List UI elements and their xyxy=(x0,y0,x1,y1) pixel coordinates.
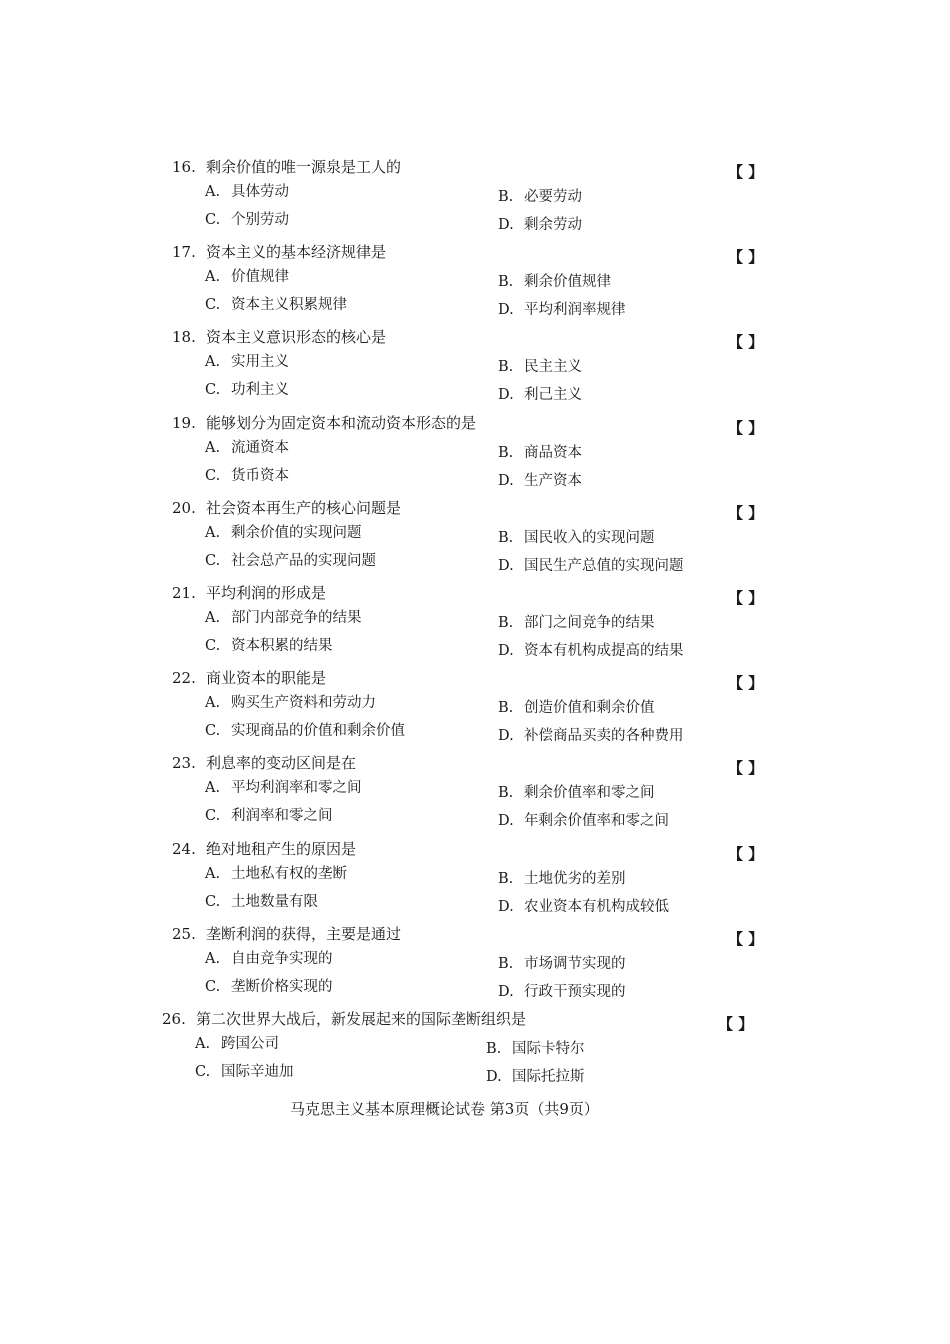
option-letter: D. xyxy=(498,899,514,915)
option-text: 行政干预实现的 xyxy=(524,984,626,1000)
option-text: 货币资本 xyxy=(231,468,289,484)
question-number: 24. xyxy=(172,840,196,858)
question-text: 垄断利润的获得，主要是通过 xyxy=(206,925,402,943)
option-d xyxy=(498,471,582,491)
question-number: 19. xyxy=(172,414,196,432)
option-text: 剩余劳动 xyxy=(524,217,582,233)
option-text: 创造价值和剩余价值 xyxy=(524,700,655,716)
option-letter: A. xyxy=(205,269,221,285)
answer-bracket: 【 】 xyxy=(728,248,764,266)
option-letter: A. xyxy=(205,780,221,796)
option-letter: B. xyxy=(498,871,514,887)
option-letter: C. xyxy=(205,382,221,398)
option-a xyxy=(205,267,289,287)
answer-bracket: 【 】 xyxy=(728,759,764,777)
question-19 xyxy=(0,413,950,499)
option-text: 功利主义 xyxy=(231,382,289,398)
option-text: 自由竞争实现的 xyxy=(231,951,333,967)
option-text: 部门之间竞争的结果 xyxy=(524,615,655,631)
question-text: 利息率的变动区间是在 xyxy=(206,754,357,772)
question-number: 25. xyxy=(172,925,196,943)
option-text: 土地数量有限 xyxy=(231,894,318,910)
question-23 xyxy=(0,753,950,839)
answer-bracket: 【 】 xyxy=(728,845,764,863)
option-a xyxy=(205,864,347,884)
option-letter: A. xyxy=(205,525,221,541)
option-a xyxy=(205,438,289,458)
option-letter: D. xyxy=(498,643,514,659)
question-text: 第二次世界大战后，新发展起来的国际垄断组织是 xyxy=(196,1010,527,1028)
option-c xyxy=(195,1062,294,1082)
question-stem xyxy=(172,498,401,518)
option-text: 剩余价值的实现问题 xyxy=(231,525,362,541)
question-stem xyxy=(172,924,401,944)
option-c xyxy=(205,295,347,315)
option-d xyxy=(498,811,669,831)
option-letter: C. xyxy=(205,979,221,995)
option-b xyxy=(498,187,582,207)
question-stem xyxy=(172,668,326,688)
option-letter: B. xyxy=(498,274,514,290)
answer-bracket: 【 】 xyxy=(718,1015,754,1033)
question-25 xyxy=(0,924,950,1010)
answer-bracket: 【 】 xyxy=(728,504,764,522)
option-text: 农业资本有机构成较低 xyxy=(524,899,669,915)
option-letter: C. xyxy=(205,638,221,654)
question-text: 平均利润的形成是 xyxy=(206,584,327,602)
option-a xyxy=(205,693,376,713)
option-text: 流通资本 xyxy=(231,440,289,456)
option-text: 跨国公司 xyxy=(221,1036,279,1052)
option-text: 资本主义积累规律 xyxy=(231,297,347,313)
option-b xyxy=(498,613,655,633)
option-a xyxy=(205,352,289,372)
option-text: 社会总产品的实现问题 xyxy=(231,553,376,569)
option-text: 国民收入的实现问题 xyxy=(524,530,655,546)
option-text: 必要劳动 xyxy=(524,189,582,205)
question-number: 23. xyxy=(172,754,196,772)
option-a xyxy=(205,523,362,543)
option-text: 购买生产资料和劳动力 xyxy=(231,695,376,711)
option-letter: C. xyxy=(205,297,221,313)
question-text: 绝对地租产生的原因是 xyxy=(206,840,357,858)
option-c xyxy=(205,892,318,912)
option-text: 国际托拉斯 xyxy=(512,1069,585,1085)
option-b xyxy=(498,357,582,377)
option-d xyxy=(498,726,684,746)
option-b xyxy=(498,272,611,292)
question-number: 22. xyxy=(172,669,196,687)
option-letter: D. xyxy=(498,728,514,744)
option-text: 垄断价格实现的 xyxy=(231,979,333,995)
option-letter: B. xyxy=(498,445,514,461)
option-letter: B. xyxy=(498,189,514,205)
option-letter: D. xyxy=(498,302,514,318)
question-24 xyxy=(0,839,950,925)
option-b xyxy=(486,1039,585,1059)
option-d xyxy=(498,982,626,1002)
question-20 xyxy=(0,498,950,584)
question-number: 21. xyxy=(172,584,196,602)
question-text: 剩余价值的唯一源泉是工人的 xyxy=(206,158,402,176)
question-number: 17. xyxy=(172,243,196,261)
option-letter: A. xyxy=(205,184,221,200)
question-number: 26. xyxy=(162,1010,186,1028)
option-letter: B. xyxy=(498,359,514,375)
option-letter: A. xyxy=(205,695,221,711)
question-stem xyxy=(172,413,476,433)
option-letter: B. xyxy=(498,700,514,716)
option-text: 剩余价值率和零之间 xyxy=(524,785,655,801)
question-stem xyxy=(172,242,386,262)
option-text: 价值规律 xyxy=(231,269,289,285)
option-b xyxy=(498,443,582,463)
option-letter: D. xyxy=(498,217,514,233)
option-text: 商品资本 xyxy=(524,445,582,461)
option-a xyxy=(205,182,289,202)
option-letter: B. xyxy=(498,615,514,631)
option-d xyxy=(498,385,582,405)
option-text: 平均利润率和零之间 xyxy=(231,780,362,796)
option-letter: D. xyxy=(498,387,514,403)
option-letter: A. xyxy=(195,1036,211,1052)
option-letter: B. xyxy=(498,785,514,801)
option-letter: C. xyxy=(205,723,221,739)
option-d xyxy=(498,641,684,661)
question-stem xyxy=(172,583,326,603)
option-text: 个别劳动 xyxy=(231,212,289,228)
answer-bracket: 【 】 xyxy=(728,930,764,948)
option-b xyxy=(498,954,626,974)
option-letter: B. xyxy=(486,1041,502,1057)
question-number: 18. xyxy=(172,328,196,346)
option-letter: D. xyxy=(498,473,514,489)
option-d xyxy=(498,556,684,576)
answer-bracket: 【 】 xyxy=(728,163,764,181)
option-letter: A. xyxy=(205,354,221,370)
option-text: 土地优劣的差别 xyxy=(524,871,626,887)
option-c xyxy=(205,806,333,826)
option-d xyxy=(486,1067,585,1087)
option-b xyxy=(498,698,655,718)
option-text: 利润率和零之间 xyxy=(231,808,333,824)
option-text: 民主主义 xyxy=(524,359,582,375)
question-number: 16. xyxy=(172,158,196,176)
option-letter: D. xyxy=(498,984,514,1000)
option-letter: A. xyxy=(205,866,221,882)
question-stem xyxy=(172,753,356,773)
option-b xyxy=(498,528,655,548)
option-text: 剩余价值规律 xyxy=(524,274,611,290)
option-letter: D. xyxy=(486,1069,502,1085)
answer-bracket: 【 】 xyxy=(728,589,764,607)
option-letter: D. xyxy=(498,558,514,574)
option-text: 平均利润率规律 xyxy=(524,302,626,318)
page-footer: 马克思主义基本原理概论试卷 第3页（共9页） xyxy=(290,1100,599,1118)
option-text: 土地私有权的垄断 xyxy=(231,866,347,882)
option-c xyxy=(205,636,333,656)
question-text: 社会资本再生产的核心问题是 xyxy=(206,499,402,517)
question-text: 商业资本的职能是 xyxy=(206,669,327,687)
option-text: 实用主义 xyxy=(231,354,289,370)
question-text: 资本主义的基本经济规律是 xyxy=(206,243,387,261)
option-c xyxy=(205,466,289,486)
option-letter: C. xyxy=(205,212,221,228)
option-c xyxy=(205,721,405,741)
option-text: 市场调节实现的 xyxy=(524,956,626,972)
option-d xyxy=(498,897,669,917)
option-letter: A. xyxy=(205,440,221,456)
option-text: 利己主义 xyxy=(524,387,582,403)
option-text: 资本积累的结果 xyxy=(231,638,333,654)
question-22 xyxy=(0,668,950,754)
answer-bracket: 【 】 xyxy=(728,674,764,692)
option-a xyxy=(205,949,333,969)
option-a xyxy=(205,778,362,798)
question-18 xyxy=(0,327,950,413)
option-text: 国际卡特尔 xyxy=(512,1041,585,1057)
question-number: 20. xyxy=(172,499,196,517)
option-text: 国民生产总值的实现问题 xyxy=(524,558,684,574)
question-stem xyxy=(172,839,356,859)
option-letter: C. xyxy=(205,468,221,484)
option-text: 国际辛迪加 xyxy=(221,1064,294,1080)
question-26 xyxy=(0,1009,950,1095)
option-text: 资本有机构成提高的结果 xyxy=(524,643,684,659)
answer-bracket: 【 】 xyxy=(728,333,764,351)
question-text: 资本主义意识形态的核心是 xyxy=(206,328,387,346)
question-17 xyxy=(0,242,950,328)
option-a xyxy=(195,1034,279,1054)
option-letter: A. xyxy=(205,610,221,626)
option-text: 补偿商品买卖的各种费用 xyxy=(524,728,684,744)
option-c xyxy=(205,977,333,997)
option-letter: C. xyxy=(205,553,221,569)
option-text: 生产资本 xyxy=(524,473,582,489)
option-c xyxy=(205,380,289,400)
option-letter: C. xyxy=(195,1064,211,1080)
option-letter: A. xyxy=(205,951,221,967)
option-text: 年剩余价值率和零之间 xyxy=(524,813,669,829)
question-stem xyxy=(162,1009,526,1029)
option-d xyxy=(498,300,626,320)
option-letter: C. xyxy=(205,894,221,910)
option-text: 实现商品的价值和剩余价值 xyxy=(231,723,405,739)
option-d xyxy=(498,215,582,235)
question-16 xyxy=(0,157,950,243)
option-letter: B. xyxy=(498,956,514,972)
option-letter: D. xyxy=(498,813,514,829)
option-a xyxy=(205,608,362,628)
option-letter: B. xyxy=(498,530,514,546)
option-b xyxy=(498,869,626,889)
question-21 xyxy=(0,583,950,669)
option-b xyxy=(498,783,655,803)
question-stem xyxy=(172,157,401,177)
question-stem xyxy=(172,327,386,347)
option-text: 部门内部竞争的结果 xyxy=(231,610,362,626)
option-c xyxy=(205,210,289,230)
option-text: 具体劳动 xyxy=(231,184,289,200)
answer-bracket: 【 】 xyxy=(728,419,764,437)
option-c xyxy=(205,551,376,571)
option-letter: C. xyxy=(205,808,221,824)
question-text: 能够划分为固定资本和流动资本形态的是 xyxy=(206,414,477,432)
